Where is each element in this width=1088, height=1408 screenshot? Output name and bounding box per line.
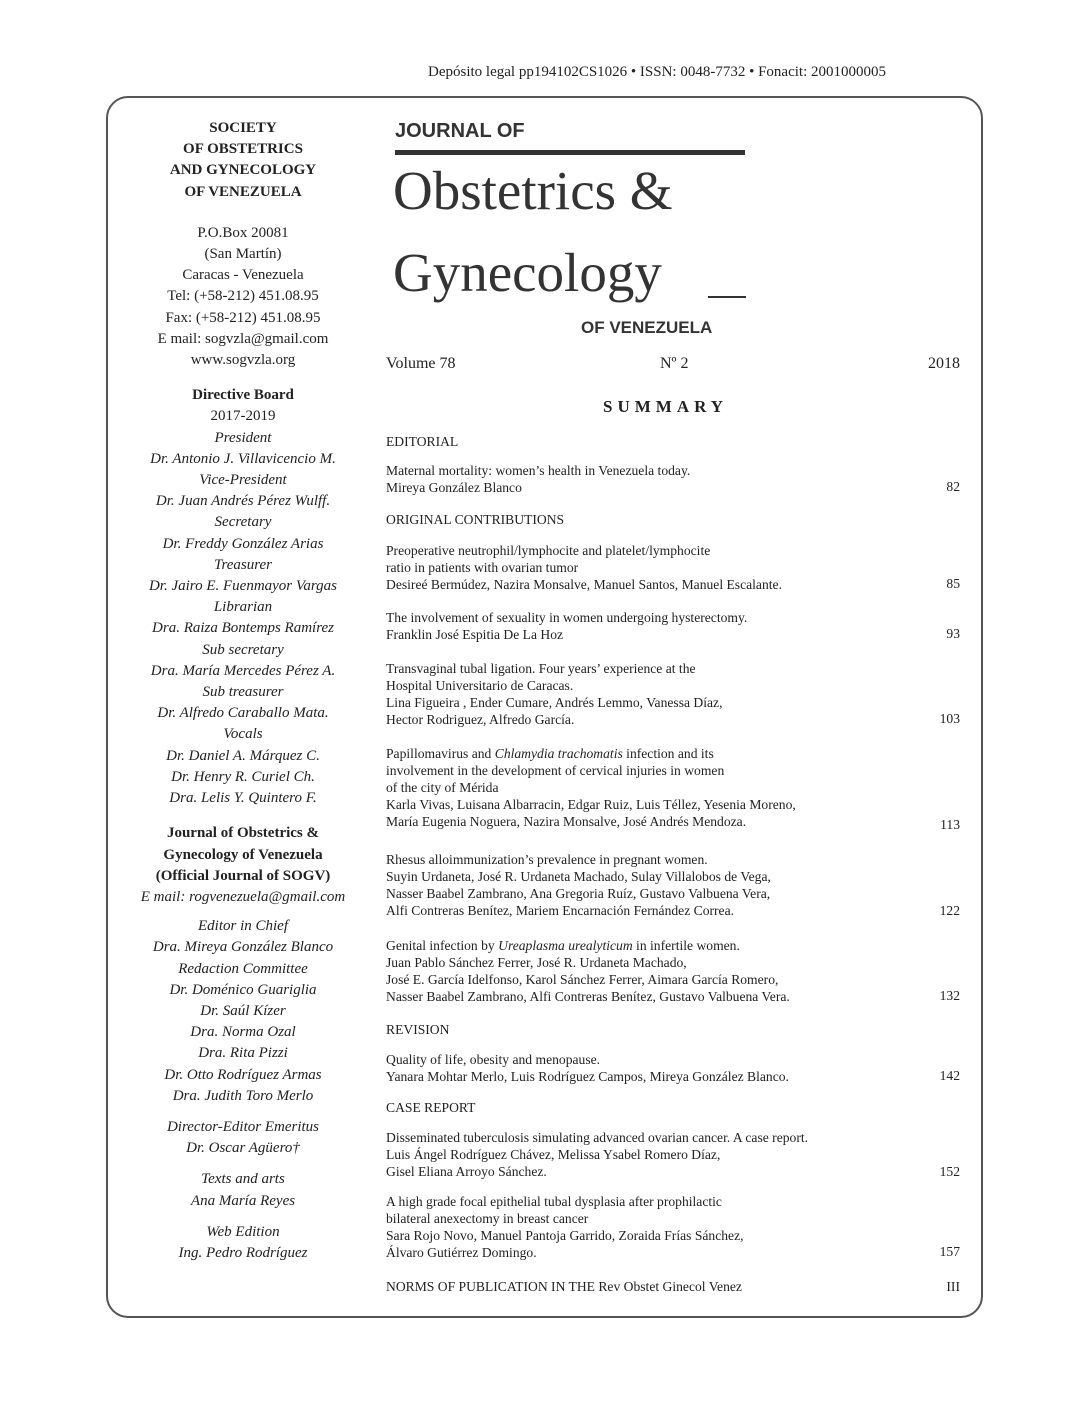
summary-heading: SUMMARY <box>603 397 729 416</box>
board-line: Dra. Raiza Bontemps Ramírez <box>152 620 334 637</box>
board-line: Secretary <box>214 514 272 531</box>
staff-name: Dra. Mireya González Blanco <box>152 939 334 956</box>
entry-authors: Karla Vivas, Luisana Albarracin, Edgar Ruiz, Luis Téllez, Yesenia Moreno, <box>386 797 796 812</box>
entry-title: Hospital Universitario de Caracas. <box>386 678 574 693</box>
staff-name: Dr. Oscar Agüero† <box>186 1140 300 1157</box>
board-line: President <box>214 429 272 446</box>
entry-title: Transvaginal tubal ligation. Four years’ experience at the <box>386 661 696 676</box>
section-heading-case-report: CASE REPORT <box>386 1100 476 1115</box>
entry-authors: María Eugenia Noguera, Nazira Monsalve, José Andrés Mendoza. <box>386 814 747 829</box>
section-heading-revision: REVISION <box>386 1022 450 1037</box>
entry-authors: Nasser Baabel Zambrano, Alfi Contreras Benítez, Gustavo Valbuena Vera. <box>386 989 790 1004</box>
entry-page: 85 <box>946 576 960 591</box>
entry-authors: Desireé Bermúdez, Nazira Monsalve, Manuel Santos, Manuel Escalante. <box>386 577 782 592</box>
board-line: Treasurer <box>213 556 273 573</box>
staff-name: Ana María Reyes <box>190 1192 296 1209</box>
issue-volume: Volume 78 <box>386 355 456 372</box>
masthead-journal-of: JOURNAL OF <box>395 120 525 142</box>
entry-page: 132 <box>939 988 960 1003</box>
board-line: Dr. Juan Andrés Pérez Wulff. <box>155 493 331 510</box>
entry-authors: Suyin Urdaneta, José R. Urdaneta Machado, Sulay Villalobos de Vega, <box>386 869 771 884</box>
issue-year: 2018 <box>928 355 960 372</box>
board-line: Vocals <box>223 726 263 743</box>
toc-entry <box>386 660 946 728</box>
toc-entry <box>386 1051 946 1085</box>
masthead-rule <box>395 150 745 155</box>
board-line: Vice-President <box>199 472 287 489</box>
entry-authors: Franklin José Espitia De La Hoz <box>386 627 564 642</box>
entry-title: involvement in the development of cervical injuries in women <box>386 763 725 778</box>
address-line: www.sogvzla.org <box>190 352 296 369</box>
masthead-underline <box>708 296 746 298</box>
entry-authors: Gisel Eliana Arroyo Sánchez. <box>386 1164 547 1179</box>
board-line: Dr. Antonio J. Villavicencio M. <box>150 450 336 467</box>
staff-name: Ing. Pedro Rodríguez <box>178 1244 308 1261</box>
entry-page: 122 <box>939 903 960 918</box>
deposit-issn-line: Depósito legal pp194102CS1026 • ISSN: 0048-7732 • Fonacit: 2001000005 <box>428 64 886 80</box>
entry-title: The involvement of sexuality in women undergoing hysterectomy. <box>386 610 748 625</box>
journal-info-line: Gynecology of Venezuela <box>163 846 323 863</box>
journal-info <box>118 823 368 908</box>
staff-name: Dr. Saúl Kízer <box>200 1002 286 1019</box>
society-name-line: SOCIETY <box>209 120 277 136</box>
board-line: Dr. Henry R. Curiel Ch. <box>171 768 315 785</box>
address-line: (San Martín) <box>204 246 282 263</box>
staff-name: Dr. Doménico Guariglia <box>169 981 317 998</box>
address-line: Caracas - Venezuela <box>182 267 304 284</box>
toc-entry <box>386 851 946 919</box>
staff-role: Redaction Committee <box>178 960 308 977</box>
board-line: Dra. María Mercedes Pérez A. <box>150 662 336 679</box>
entry-page: 152 <box>939 1164 960 1179</box>
entry-title: bilateral anexectomy in breast cancer <box>386 1211 589 1226</box>
entry-authors: Juan Pablo Sánchez Ferrer, José R. Urdaneta Machado, <box>386 955 687 970</box>
society-name <box>118 118 368 203</box>
masthead-title-line1: Obstetrics & <box>393 160 673 221</box>
board-title: Directive Board <box>192 387 294 404</box>
entry-page: 142 <box>939 1068 960 1083</box>
toc-entry <box>386 462 946 496</box>
entry-authors: Yanara Mohtar Merlo, Luis Rodríguez Campos, Mireya González Blanco. <box>386 1069 789 1084</box>
toc-entry <box>386 609 946 643</box>
masthead-title-line2: Gynecology <box>393 242 662 303</box>
toc-entry <box>386 937 946 1005</box>
staff-role: Web Edition <box>206 1223 280 1240</box>
toc-entry <box>386 1193 946 1261</box>
entry-title: Papillomavirus and Chlamydia trachomatis infection and its <box>386 746 714 761</box>
entry-page: 82 <box>946 479 960 494</box>
norms-of-publication: NORMS OF PUBLICATION IN THE Rev Obstet Ginecol Venez <box>386 1279 742 1294</box>
entry-page: 157 <box>939 1244 960 1259</box>
issue-number: Nº 2 <box>660 355 689 372</box>
journal-email: E mail: rogvenezuela@gmail.com <box>140 888 346 905</box>
address-line: Tel: (+58-212) 451.08.95 <box>167 288 319 305</box>
address-line: P.O.Box 20081 <box>197 224 289 241</box>
staff-name: Dra. Norma Ozal <box>190 1024 296 1041</box>
toc-entry <box>386 542 946 593</box>
left-column <box>118 118 368 1264</box>
entry-title: Rhesus alloimmunization’s prevalence in pregnant women. <box>386 852 708 867</box>
board-years: 2017-2019 <box>210 408 276 425</box>
entry-title: ratio in patients with ovarian tumor <box>386 560 579 575</box>
directive-board <box>118 385 368 809</box>
entry-authors: Hector Rodriguez, Alfredo García. <box>386 712 575 727</box>
staff-role: Editor in Chief <box>198 918 288 935</box>
address-line: Fax: (+58-212) 451.08.95 <box>165 309 321 326</box>
board-line: Dr. Jairo E. Fuenmayor Vargas <box>148 578 338 595</box>
entry-title: Disseminated tuberculosis simulating advanced ovarian cancer. A case report. <box>386 1130 809 1145</box>
staff-name: Dra. Judith Toro Merlo <box>172 1087 314 1104</box>
section-heading-original: ORIGINAL CONTRIBUTIONS <box>386 512 565 527</box>
society-name-line: OF VENEZUELA <box>184 183 302 200</box>
entry-authors: Nasser Baabel Zambrano, Ana Gregoria Ruíz, Gustavo Valbuena Vera, <box>386 886 771 901</box>
entry-authors: Alfi Contreras Benítez, Mariem Encarnación Fernández Correa. <box>386 903 735 918</box>
board-line: Dr. Daniel A. Márquez C. <box>166 747 320 764</box>
board-line: Librarian <box>213 599 273 616</box>
staff-name: Dr. Otto Rodríguez Armas <box>164 1066 322 1083</box>
staff-name: Dra. Rita Pizzi <box>198 1045 288 1062</box>
board-line: Sub treasurer <box>202 684 284 701</box>
journal-info-line: (Official Journal of SOGV) <box>155 867 331 884</box>
society-name-line: AND GYNECOLOGY <box>169 162 317 179</box>
entry-authors: Luis Ángel Rodríguez Chávez, Melissa Ysabel Romero Díaz, <box>386 1147 721 1162</box>
staff-role: Texts and arts <box>201 1171 285 1188</box>
entry-title: Genital infection by Ureaplasma urealyticum in infertile women. <box>386 938 740 953</box>
journal-info-line: Journal of Obstetrics & <box>166 825 320 842</box>
toc-entry <box>386 1129 946 1180</box>
address-line: E mail: sogvzla@gmail.com <box>157 330 329 347</box>
board-line: Dr. Freddy González Arias <box>162 535 324 552</box>
entry-page: 103 <box>939 711 960 726</box>
entry-title: A high grade focal epithelial tubal dysplasia after prophilactic <box>386 1194 722 1209</box>
norms-page: III <box>946 1279 960 1294</box>
entry-title: Preoperative neutrophil/lymphocite and platelet/lymphocite <box>386 543 711 558</box>
entry-authors: Álvaro Gutiérrez Domingo. <box>386 1245 537 1260</box>
entry-page: 113 <box>940 817 960 832</box>
entry-title: of the city of Mérida <box>386 780 499 795</box>
section-heading-editorial: EDITORIAL <box>386 434 459 449</box>
entry-authors: Lina Figueira , Ender Cumare, Andrés Lemmo, Vanessa Díaz, <box>386 695 723 710</box>
society-name-line: OF OBSTETRICS <box>183 141 303 158</box>
society-address <box>118 223 368 371</box>
entry-title: Maternal mortality: women’s health in Venezuela today. <box>386 463 691 478</box>
board-line: Dr. Alfredo Caraballo Mata. <box>157 705 329 722</box>
board-line: Sub secretary <box>202 641 284 658</box>
toc-entry <box>386 745 946 830</box>
entry-authors: José E. García Idelfonso, Karol Sánchez Ferrer, Aimara García Romero, <box>386 972 779 987</box>
editorial-staff <box>118 916 368 1264</box>
entry-authors: Sara Rojo Novo, Manuel Pantoja Garrido, Zoraida Frías Sánchez, <box>386 1228 744 1243</box>
masthead-of-venezuela: OF VENEZUELA <box>581 318 713 337</box>
entry-authors: Mireya González Blanco <box>386 480 522 495</box>
board-line: Dra. Lelis Y. Quintero F. <box>169 790 317 807</box>
entry-title: Quality of life, obesity and menopause. <box>386 1052 601 1067</box>
entry-page: 93 <box>946 626 960 641</box>
staff-role: Director-Editor Emeritus <box>166 1118 320 1135</box>
